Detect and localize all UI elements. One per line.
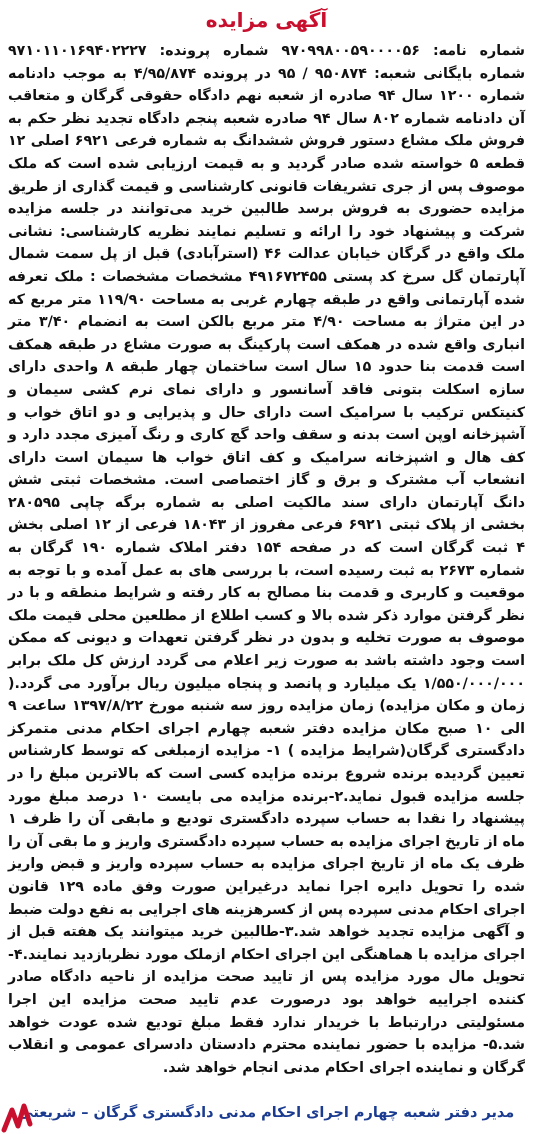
notice-title: آگهی مزایده	[205, 8, 328, 32]
red-signature-mark	[0, 1096, 48, 1134]
notice-body: شماره نامه: ۹۷۰۹۹۸۰۰۵۹۰۰۰۰۵۶ شماره پرونده: ۹۷۱۰۱۱۰۱۶۹۴۰۲۲۲۷ شماره بایگانی شعبه: ۹۵۰۸۷۴ / ۹۵ در پرونده ۴/۹۵/۸۷۴ به موجب دادنامه شماره ۱۲۰۰ سال ۹۴ صادره از شعبه نهم دادگاه حقوقی گرگان و متعاقب آن دادنامه شماره ۸۰۲ سال ۹۴ صادره شعبه پنجم دادگاه تجدید نظر حکم به فروش ملک مشاع دستور فروش ششدانگ به شماره فرعی ۶۹۲۱ اصلی ۱۲ قطعه ۵ خواسته شده صادر گردید و به قیمت ارزیابی شده است که ملک موصوف پس از جری تشریفات قانونی کارشناسی و قیمت گذاری از طریق مزایده حضوری به فروش برسد طالبین خرید می‌توانند در جلسه مزایده شرکت و پیشنهاد خود را ارائه و تسلیم نمایند نظریه کارشناسی: نشانی ملک واقع در گرگان خیابان عدالت ۴۶ (استرآبادی) قبل از پل سمت شمال آپارتمان گل سرخ کد پستی ۴۹۱۶۷۲۴۵۵ مشخصات مشخصات : ملک تعرفه شده آپارتمانی واقع در طبقه چهارم غربی به مساحت ۱۱۹/۹۰ متر مربع که در این متراژ به مساحت ۴/۹۰ متر مربع بالکن است به انضمام ۳/۴۰ متر انباری واقع شده در همکف است پارکینگ به صورت مشاع در طبقه همکف است قدمت بنا حدود ۱۵ سال است ساختمان چهار طبقه ۸ واحدی دارای سازه اسکلت بتونی فاقد آسانسور و دارای نمای نرم کشی سیمان و کنیتکس ترکیب با سرامیک است دارای حال و پذیرایی و دو اتاق خواب و آشپزخانه اوپن است بدنه و سقف واحد گچ کاری و رنگ آمیزی مجدد دارد و کف هال و اشپزخانه سرامیک و کف اتاق خواب ها سیمان است دارای انشعاب آب مشترک و برق و گاز اختصاصی است. مشخصات ثبتی شش دانگ آپارتمان دارای سند مالکیت اصلی به شماره برگه چاپی ۲۸۰۵۹۵ بخشی از پلاک ثبتی ۶۹۲۱ فرعی مفروز از ۱۸۰۴۳ فرعی از ۱۲ اصلی بخش ۴ ثبت گرگان است که در صفحه ۱۵۴ دفتر املاک شماره ۱۹۰ گرگان به شماره ۲۶۷۳ به ثبت رسیده است، با بررسی های به عمل آمده و با توجه به موقعیت و کاربری و قدمت بنا مصالح به کار رفته و شرایط منطقه و با در نظر گرفتن موارد ذکر شده بالا و کسب اطلاع از مطلعین محلی قیمت ملک موصوف به صورت تخلیه و بدون در نظر گرفتن تعهدات و دیونی که ممکن است وجود داشته باشد به صورت زیر اعلام می گردد ارزش کل ملک برابر ۱/۵۵۰/۰۰۰/۰۰۰ یک میلیارد و پانصد و پنجاه میلیون ریال برآورد می گردد.( زمان و مکان مزایده) زمان مزایده روز سه شنبه مورخ ۱۳۹۷/۸/۲۲ ساعت ۹ الی ۱۰ صبح مکان مزایده دفتر شعبه چهارم اجرای احکام مدنی متمرکز دادگستری گرگان(شرایط مزایده ) ۱- مزایده ازمبلغی که توسط کارشناس تعیین گردیده برنده شروع برنده مزایده کسی است که بالاترین مبلغ را در جلسه مزایده قبول نماید.۲-برنده مزایده می بایست ۱۰ درصد مبلغ مورد پیشنهاد را نقدا به حساب سپرده دادگستری تودیع و مابقی آن را ظرف ۱ ماه از تاریخ اجرای مزایده به حساب سپرده دادگستری واریز و ما بقی آن را ظرف یک ماه از تاریخ اجرای مزایده به حساب سپرده واریز و قبض واریز شده را تحویل دایره اجرا نماید درغیراین صورت وفق ماده ۱۲۹ قانون اجرای احکام مدنی سپرده پس از کسرهزینه های اجرایی به نفع دولت ضبط و آگهی مزایده تجدید خواهد شد.۳-طالبین خرید میتوانند یک هفته قبل از اجرای مزایده با هماهنگی این اجرای احکام ازملک مورد نظربازدید نمایند.۴-تحویل مال مورد مزایده پس از تایید صحت مزایده از ناحیه دادگاه صادر کننده اجراییه خواهد بود درصورت عدم تایید صحت مزایده این اجرا مسئولیتی درارتباط با خریدار ندارد فقط مبلغ تودیع شده عودت خواهد شد.۵- مزایده با حضور نماینده محترم دادستان دادسرای عمومی و انقلاب گرگان و نماینده اجرای احکام مدنی انجام خواهد شد.	[8, 43, 526, 1076]
notice-footer-signature-line: مدیر دفتر شعبه چهارم اجرای احکام مدنی دادگستری گرگان – شریعتی	[18, 1105, 515, 1121]
